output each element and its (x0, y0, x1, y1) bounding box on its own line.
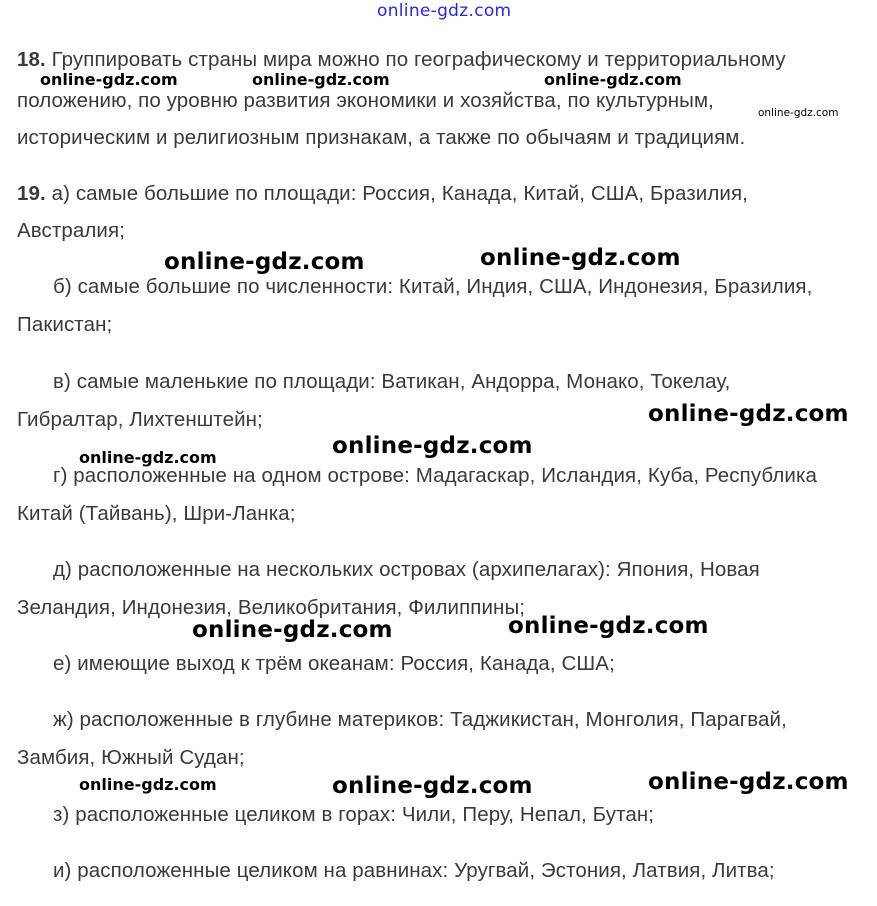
q19-line-zh2: Замбия, Южный Судан; (17, 746, 245, 769)
watermark: online-gdz.com (79, 448, 217, 467)
watermark: online-gdz.com (192, 617, 393, 643)
watermark: online-gdz.com (508, 613, 709, 639)
q18-number: 18. (17, 48, 46, 71)
q19-a-text-1: а) самые большие по площади: Россия, Канада, Китай, США, Бразилия, (51, 182, 748, 205)
watermark: online-gdz.com (480, 245, 681, 271)
header-watermark: online-gdz.com (377, 1, 512, 21)
watermark: online-gdz.com (252, 70, 390, 89)
q19-line-v1: в) самые маленькие по площади: Ватикан, Андорра, Монако, Токелау, (53, 370, 731, 393)
q18-line-2: положению, по уровню развития экономики и хозяйства, по культурным, (17, 89, 714, 112)
q19-line-i1: и) расположенные целиком на равнинах: Уругвай, Эстония, Латвия, Литва; (53, 859, 775, 882)
q19-line-v2: Гибралтар, Лихтенштейн; (17, 408, 263, 431)
watermark: online-gdz.com (648, 769, 849, 795)
watermark: online-gdz.com (648, 401, 849, 427)
q18-line-1 (17, 48, 786, 72)
watermark: online-gdz.com (544, 70, 682, 89)
q19-line-z1: з) расположенные целиком в горах: Чили, Перу, Непал, Бутан; (53, 803, 655, 826)
q19-line-b2: Пакистан; (17, 313, 113, 336)
watermark: online-gdz.com (758, 107, 839, 119)
q18-line-3: историческим и религиозным признакам, а также по обычаям и традициям. (17, 126, 746, 149)
watermark: online-gdz.com (332, 433, 533, 459)
q19-line-e1: е) имеющие выход к трём океанам: Россия, Канада, США; (53, 652, 615, 675)
q18-text-1: Группировать страны мира можно по географическому и территориальному (51, 48, 786, 71)
q19-line-d2: Зеландия, Индонезия, Великобритания, Филиппины; (17, 596, 526, 619)
q19-line-d1: д) расположенные на нескольких островах (архипелагах): Япония, Новая (53, 558, 760, 581)
q19-line-b1: б) самые большие по численности: Китай, Индия, США, Индонезия, Бразилия, (53, 275, 813, 298)
q19-line-g2: Китай (Тайвань), Шри-Ланка; (17, 502, 296, 525)
q19-line-a1 (17, 182, 748, 206)
q19-line-a2: Австралия; (17, 219, 125, 242)
watermark: online-gdz.com (79, 775, 217, 794)
watermark: online-gdz.com (164, 249, 365, 275)
q19-number: 19. (17, 182, 46, 205)
watermark: online-gdz.com (332, 773, 533, 799)
q19-line-zh1: ж) расположенные в глубине материков: Таджикистан, Монголия, Парагвай, (53, 708, 787, 731)
watermark: online-gdz.com (40, 70, 178, 89)
q19-line-g1: г) расположенные на одном острове: Мадагаскар, Исландия, Куба, Республика (53, 464, 817, 487)
